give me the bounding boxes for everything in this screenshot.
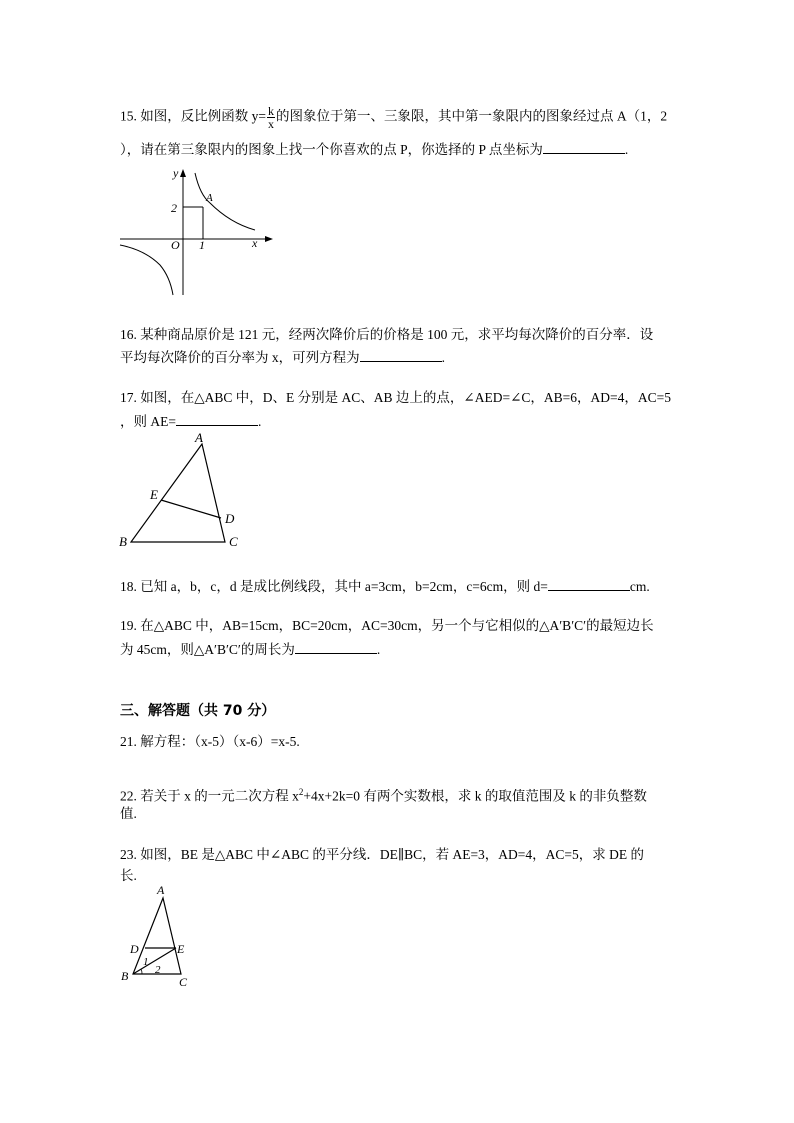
q17-end: . xyxy=(257,414,262,429)
q15-fig-tick-x: 1 xyxy=(199,238,205,252)
q15-fig-tick-y: 2 xyxy=(171,201,177,215)
q15-line2 xyxy=(120,139,628,159)
q22-line1 xyxy=(120,783,647,806)
q15-fig-x-label: x xyxy=(252,236,258,250)
q23-fig-c: C xyxy=(179,975,188,989)
q15-answer-blank[interactable] xyxy=(543,139,625,154)
q22-sup: 2 xyxy=(298,787,304,797)
q15-fraction xyxy=(267,105,275,130)
q17-fig-e: E xyxy=(150,487,158,502)
q17-fig-b: B xyxy=(119,534,127,549)
q23-line2: 长. xyxy=(120,868,137,883)
q18-end: cm. xyxy=(629,579,650,594)
q17-line1: 17. 如图，在△ABC 中，D、E 分别是 AC、AB 边上的点，∠AED=∠C，AB=6，AD=4，AC=5 xyxy=(120,390,671,405)
q18-text: 18. 已知 a，b，c，d 是成比例线段，其中 a=3cm，b=2cm，c=6cm，则 d= xyxy=(120,579,548,594)
q17-fig-a: A xyxy=(195,430,203,445)
section-heading: 三、解答题（共 70 分） xyxy=(120,703,276,719)
q23-fig-e: E xyxy=(177,942,185,956)
q15-line2-text: ），请在第三象限内的图象上找一个你喜欢的点 P，你选择的 P 点坐标为 xyxy=(120,142,543,157)
q15-prefix: 15. 如图，反比例函数 y= xyxy=(120,108,266,124)
q16-line1: 16. 某种商品原价是 121 元，经两次降价后的价格是 100 元，求平均每次降价的百分率．设 xyxy=(120,327,654,342)
q23-fig-b: B xyxy=(121,969,129,983)
q18-line1 xyxy=(120,576,650,596)
q19-line2-text: 为 45cm，则△A′B′C′的周长为 xyxy=(120,642,295,657)
q17-line2-text: ，则 AE= xyxy=(120,414,176,429)
q16-end: . xyxy=(441,350,445,365)
q23-fig-angle2: 2 xyxy=(155,964,161,976)
q19-line1: 19. 在△ABC 中，AB=15cm，BC=20cm，AC=30cm，另一个与它相似的△A′B′C′的最短边长 xyxy=(120,618,654,633)
q17-fig-c: C xyxy=(229,534,238,549)
q17-fig-d: D xyxy=(225,511,235,526)
q15-frac-den: x xyxy=(268,117,274,131)
q15-end: . xyxy=(624,142,629,157)
q22-post: +4x+2k=0 有两个实数根，求 k 的取值范围及 k 的非负整数 xyxy=(303,788,647,804)
q19-answer-blank[interactable] xyxy=(295,639,377,654)
q17-answer-blank[interactable] xyxy=(176,411,258,426)
q22-pre: 22. 若关于 x 的一元二次方程 x xyxy=(120,788,299,804)
q19-end: . xyxy=(376,642,381,657)
q23-fig-a: A xyxy=(157,883,165,897)
q15-figure xyxy=(115,165,280,300)
q16-answer-blank[interactable] xyxy=(360,347,442,362)
q16-line2 xyxy=(120,347,445,367)
q22-line2: 值. xyxy=(120,806,137,821)
q15-frac-num: k xyxy=(268,104,274,118)
q23-figure xyxy=(115,882,205,992)
q15-fig-point-a: A xyxy=(206,192,213,204)
q16-line2-text: 平均每次降价的百分率为 x，可列方程为 xyxy=(120,350,360,365)
q15-line1 xyxy=(120,105,667,130)
q21-line1: 21. 解方程：（x-5）（x-6）=x-5. xyxy=(120,734,300,749)
q23-fig-d: D xyxy=(130,942,139,956)
q17-line2 xyxy=(120,411,261,431)
q23-line1: 23. 如图，BE 是△ABC 中∠ABC 的平分线．DE∥BC，若 AE=3，AD=4，AC=5，求 DE 的 xyxy=(120,847,645,862)
q18-answer-blank[interactable] xyxy=(548,576,630,591)
q15-fig-y-label: y xyxy=(173,166,179,180)
q15-suffix: 的图象位于第一、三象限，其中第一象限内的图象经过点 A（1，2 xyxy=(276,108,668,124)
q15-fig-origin: O xyxy=(171,238,180,252)
q23-fig-angle1: 1 xyxy=(143,956,149,968)
q19-line2 xyxy=(120,639,380,659)
q17-figure xyxy=(115,430,255,550)
